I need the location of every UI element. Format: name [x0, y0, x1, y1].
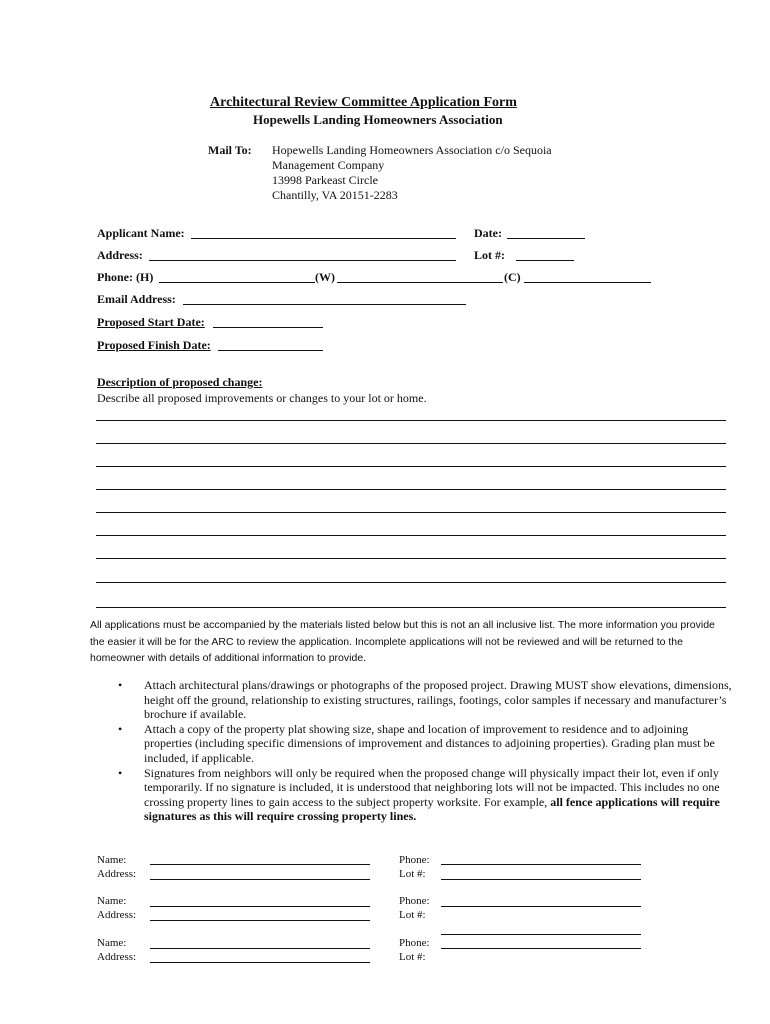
start-date-field[interactable]: [213, 327, 323, 328]
mail-to-line: Hopewells Landing Homeowners Association c/o Sequoia: [272, 143, 552, 157]
neighbor-address-field[interactable]: [150, 920, 370, 921]
email-label: Email Address:: [97, 292, 176, 306]
phone-work-field[interactable]: [337, 282, 503, 283]
mail-to-line: Management Company: [272, 158, 385, 172]
description-line[interactable]: [96, 489, 726, 490]
applicant-name-field[interactable]: [191, 238, 456, 239]
requirements-notice: [90, 617, 730, 667]
finish-date-label: Proposed Finish Date:: [97, 338, 211, 352]
lot-field[interactable]: [516, 260, 574, 261]
neighbor-name-field[interactable]: [150, 948, 370, 949]
list-item: [118, 678, 733, 722]
neighbor-lot-label: Lot #:: [399, 868, 426, 880]
neighbor-address-label: Address:: [97, 868, 137, 880]
neighbor-name-field[interactable]: [150, 864, 370, 865]
requirement-text: Attach a copy of the property plat showing size, shape and location of improvement to residence and to adjoining properties (including specific dimensions of improvement and distances to adjoining properties). Grading plan must be included, if applicable.: [144, 721, 715, 765]
neighbor-name-field[interactable]: [150, 906, 370, 907]
description-line[interactable]: [96, 558, 726, 559]
description-line[interactable]: [96, 535, 726, 536]
phone-work-label: (W): [315, 270, 335, 284]
neighbor-phone-label: Phone:: [399, 854, 430, 866]
phone-cell-field[interactable]: [524, 282, 651, 283]
requirement-text: Attach architectural plans/drawings or photographs of the proposed project. Drawing MUST show elevations, dimensions, height off the ground, relationship to existing structures, railings, footings, color samples if necessary and manufacturer’s brochure if available.: [144, 678, 732, 722]
mail-to-label: Mail To:: [208, 143, 252, 157]
requirement-text-plain: Signatures from neighbors will only be required when the proposed change will physically impact their lot, even if only temporarily. If no signature is included, it is understood that neighboring lots will not be impacted. This includes no one crossing property lines to gain access to the subject property worksite. For example,: [144, 765, 720, 809]
description-line[interactable]: [96, 512, 726, 513]
address-field[interactable]: [149, 260, 456, 261]
phone-cell-label: (C): [504, 270, 521, 284]
description-heading: Description of proposed change:: [97, 375, 263, 389]
requirement-text: [144, 766, 733, 824]
neighbor-phone-field[interactable]: [441, 948, 641, 949]
association-name: Hopewells Landing Homeowners Association: [253, 112, 503, 127]
bullet-icon: •: [118, 721, 123, 736]
neighbor-address-field[interactable]: [150, 962, 370, 963]
phone-home-label: Phone: (H): [97, 270, 154, 284]
neighbor-lot-label: Lot #:: [399, 951, 426, 963]
applicant-name-label: Applicant Name:: [97, 226, 185, 240]
bullet-icon: •: [118, 765, 123, 780]
neighbor-phone-field[interactable]: [441, 906, 641, 907]
phone-home-field[interactable]: [159, 282, 315, 283]
notice-line: homeowner with details of additional information to provide.: [90, 652, 367, 664]
mail-to-line: Chantilly, VA 20151-2283: [272, 188, 398, 202]
finish-date-field[interactable]: [218, 350, 323, 351]
form-title: Architectural Review Committee Application Form: [210, 95, 517, 110]
neighbor-lot-field[interactable]: [441, 934, 641, 935]
notice-line: the easier it will be for the ARC to review the application. Incomplete applications will not be reviewed and will be returned to the: [90, 635, 683, 648]
neighbor-phone-field[interactable]: [441, 864, 641, 865]
description-line[interactable]: [96, 582, 726, 583]
lot-label: Lot #:: [474, 248, 505, 262]
neighbor-phone-label: Phone:: [399, 937, 430, 949]
neighbor-phone-label: Phone:: [399, 895, 430, 907]
list-item: [118, 722, 733, 766]
bullet-icon: •: [118, 678, 123, 692]
description-line[interactable]: [96, 607, 726, 608]
neighbor-address-label: Address:: [97, 951, 137, 963]
description-line[interactable]: [96, 420, 726, 421]
mail-to-address: [272, 143, 552, 203]
neighbor-name-label: Name:: [97, 854, 127, 866]
description-instruction: Describe all proposed improvements or changes to your lot or home.: [97, 391, 427, 405]
email-field[interactable]: [183, 304, 466, 305]
date-label: Date:: [474, 226, 502, 240]
list-item: [118, 766, 733, 824]
neighbor-lot-field[interactable]: [441, 879, 641, 880]
mail-to-line: 13998 Parkeast Circle: [272, 173, 378, 187]
date-field[interactable]: [507, 238, 585, 239]
requirement-text-bold: all fence applications will require signatures as this will require crossing property lines.: [144, 794, 720, 824]
address-label: Address:: [97, 248, 143, 262]
neighbor-lot-label: Lot #:: [399, 909, 426, 921]
requirements-list: [118, 678, 733, 824]
neighbor-name-label: Name:: [97, 937, 127, 949]
notice-line: All applications must be accompanied by the materials listed below but this is not an all inclusive list. The more information you provide: [90, 619, 715, 631]
neighbor-address-label: Address:: [97, 909, 137, 921]
neighbor-name-label: Name:: [97, 895, 127, 907]
start-date-label: Proposed Start Date:: [97, 315, 205, 329]
description-line[interactable]: [96, 466, 726, 467]
neighbor-address-field[interactable]: [150, 879, 370, 880]
description-line[interactable]: [96, 443, 726, 444]
